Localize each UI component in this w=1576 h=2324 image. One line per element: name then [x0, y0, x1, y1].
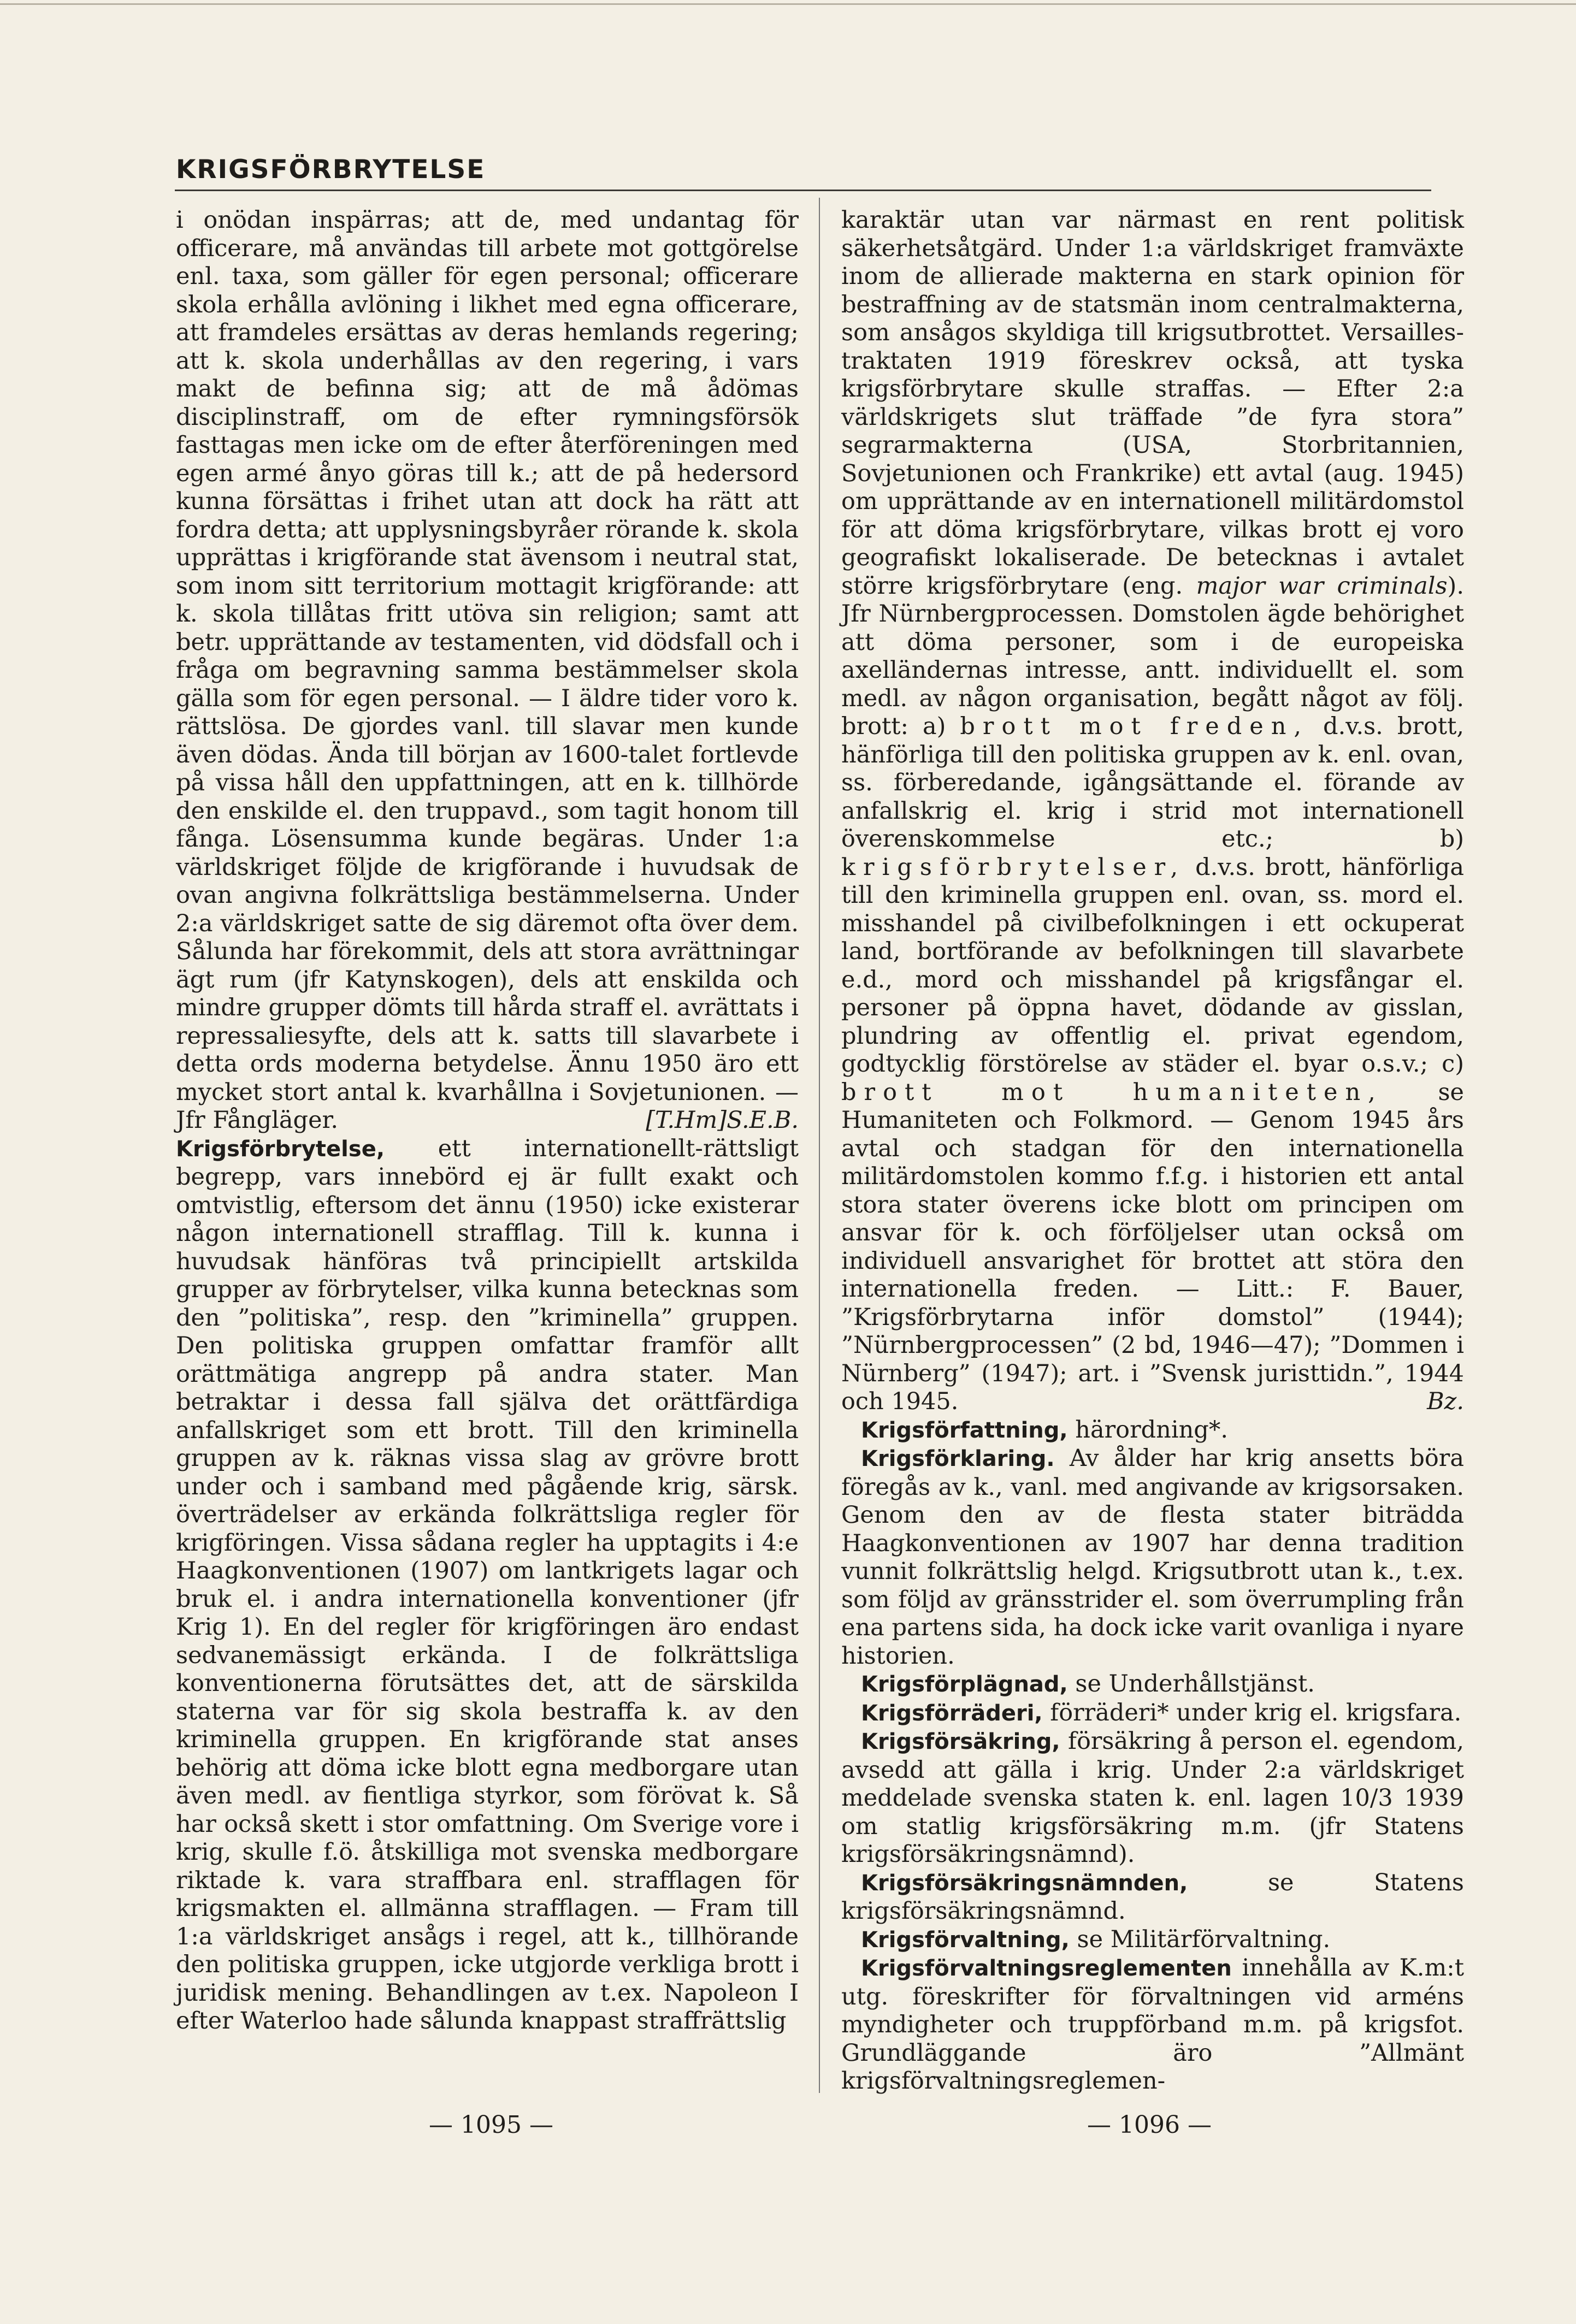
entry-headword: Krigsförvaltning, [861, 1927, 1070, 1953]
entry-krigsforsakringsnamnden [841, 1869, 1464, 1926]
left-column [176, 206, 799, 2036]
entry-krigsforvaltning [841, 1926, 1464, 1955]
entry-headword: Krigsförbrytelse, [176, 1136, 385, 1162]
top-edge-line [0, 3, 1576, 5]
paragraph-text: se Underhållstjänst. [1067, 1670, 1315, 1698]
entry-krigsforplagnad [841, 1670, 1464, 1699]
page-number-right: — 1096 — [1087, 2111, 1212, 2139]
entry-headword: Krigsförräderi, [861, 1700, 1043, 1726]
paragraph-text: karaktär utan var närmast en rent politisk säkerhetsåtgärd. Under 1:a världskriget framväxte inom de allierade makterna en stark opinion för bestraffning av de statsmän inom centralmakterna, som ansågos skyldiga till krigsutbrottet. Versailles-traktaten 1919 föreskrev också, att tyska krigsförbrytare skulle straffas. — Efter 2:a världskrigets slut träffade ”de fyra stora” segrarmakterna (USA, Storbritannien, Sovjetunionen och Frankrike) ett avtal (aug. 1945) om upprättande av en internationell militärdomstol för att döma krigsförbrytare, vilkas brott ej voro geografiskt lokaliserade. De betecknas i avtalet större krigsförbrytare (eng. [841, 206, 1464, 600]
paragraph-text: härordning*. [1067, 1416, 1228, 1444]
paragraph-text: innehålla av K.m:t utg. föreskrifter för förvaltningen vid arméns myndigheter och truppförband m.m. på krigsfot. Grundläggande äro ”Allmänt krigsförvaltningsreglemen- [841, 1954, 1464, 2095]
author-signature: Bz. [1427, 1388, 1464, 1415]
header-rule [175, 190, 1431, 191]
spaced-term: krigsförbrytelser, [841, 853, 1186, 881]
page-number-left: — 1095 — [429, 2111, 553, 2139]
entry-headword: Krigsförklaring. [861, 1446, 1055, 1471]
paragraph-text: ett internationellt-rättsligt begrepp, vars innebörd ej är fullt exakt och omtvistlig, eftersom det ännu (1950) icke existerar någon internationell strafflag. Till k. kunna i huvudsak hänföras två principiellt artskilda grupper av förbrytelser, vilka kunna betecknas som den ”politiska”, resp. den ”kriminella” gruppen. Den politiska gruppen omfattar framför allt orättmätiga angrepp på andra stater. Man betraktar i dessa fall själva det orättfärdiga anfallskriget som ett brott. Till den kriminella gruppen av k. räknas vissa slag av grövre brott under och i samband med pågående krig, särsk. överträdelser av erkända folkrättsliga regler för krigföringen. Vissa sådana regler ha upptagits i 4:e Haagkonventionen (1907) om lantkrigets lagar och bruk el. i andra internationella konventioner (jfr Krig 1). En del regler för krigföringen äro endast sedvanemässigt erkända. I de folkrättsliga konventionerna förutsättes det, att de särskilda staterna var för sig skola bestraffa k. av den kriminella gruppen. En krigförande stat anses behörig att döma icke blott egna medborgare utan även medl. av fientliga styrkor, som förövat k. Så har också skett i stor omfattning. Om Sverige vore i krig, skulle f.ö. åtskilliga mot svenska medborgare riktade k. vara straffbara enl. strafflagen för krigsmakten el. allmänna strafflagen. — Fram till 1:a världskriget ansågs i regel, att k., tillhörande den politiska gruppen, icke utgjorde verkliga brott i juridisk mening. Behandlingen av t.ex. Napoleon I efter Waterloo hade sålunda knappast straffrättslig [176, 1134, 799, 2035]
paragraph-text: i onödan inspärras; att de, med undantag för officerare, må användas till arbete mot gottgörelse enl. taxa, som gäller för egen personal; officerare skola erhålla avlöning i likhet med egna officerare, att framdeles ersättas av deras hemlands regering; att k. skola underhållas av den regering, i vars makt de befinna sig; att de må ådömas disciplinstraff, om de efter rymningsförsök fasttagas men icke om de efter återföreningen med egen armé ånyo göras till k.; att de på hedersord kunna försättas i frihet utan att dock ha rätt att fordra detta; att upplysningsbyråer rörande k. skola upprättas i krigförande stat ävensom i neutral stat, som inom sitt territorium mottagit krigförande: att k. skola tillåtas fritt utöva sin religion; samt att betr. upprättande av testamenten, vid dödsfall och i fråga om begravning samma bestämmelser skola gälla som för egen personal. — I äldre tider voro k. rättslösa. De gjordes vanl. till slavar men kunde även dödas. Ända till början av 1600-talet fortlevde på vissa håll den uppfattningen, att en k. tillhörde den enskilde el. den truppavd., som tagit honom till fånga. Lösensumma kunde begäras. Under 1:a världskriget följde de krigförande i huvudsak de ovan angivna folkrättsliga bestämmelserna. Under 2:a världskriget satte de sig däremot ofta över dem. Sålunda har förekommit, dels att stora avrättningar ägt rum (jfr Katynskogen), dels att enskilda och mindre grupper dömts till hårda straff el. avrättats i repressaliesyfte, dels att k. satts till slavarbete i detta ords moderna betydelse. Ännu 1950 äro ett mycket stort antal k. kvarhållna i Sovjetunionen. — Jfr Fångläger. [176, 206, 799, 1134]
entry-krigsforfattning [841, 1416, 1464, 1445]
column-divider [819, 198, 820, 2093]
entry-krigsforklaring [841, 1445, 1464, 1670]
entry-krigsforsakring [841, 1728, 1464, 1869]
author-signature: [T.Hm]S.E.B. [646, 1107, 799, 1134]
paragraph-text: se Statens krigsförsäkringsnämnd. [841, 1868, 1464, 1925]
entry-krigsforvaltningsreglementen [841, 1954, 1464, 2096]
paragraph-text: försäkring å person el. egendom, avsedd att gälla i krig. Under 2:a världskriget meddelade svenska staten k. enl. lagen 10/3 1939 om statlig krigsförsäkring m.m. (jfr Statens krigsförsäkringsnämnd). [841, 1728, 1464, 1868]
entry-headword: Krigsförplägnad, [861, 1672, 1068, 1697]
entry-headword: Krigsförfattning, [861, 1417, 1068, 1443]
paragraph-text: d.v.s. brott, hänförliga till den politiska gruppen av k. enl. ovan, ss. förberedande, igångsättande el. förande av anfallskrig el. krig i strid mot internationell överenskommelse etc.; b) [841, 713, 1465, 853]
spaced-term: brott mot freden, [960, 713, 1309, 740]
spaced-term: brott mot humaniteten, [841, 1078, 1383, 1106]
entry-headword: Krigsförsäkringsnämnden, [861, 1870, 1188, 1896]
paragraph-text: Av ålder har krig ansetts böra föregås av k., vanl. med angivande av krigsorsaken. Genom den av de flesta stater biträdda Haagkonventionen av 1907 har denna tradition vunnit folkrättslig helgd. Krigsutbrott utan k., t.ex. som följd av gränsstrider el. som överrumpling från ena partens sida, ha dock icke varit ovanliga i nyare historien. [841, 1445, 1464, 1670]
entry-krigsforraderi [841, 1699, 1464, 1728]
italic-term: major war criminals [1196, 572, 1448, 600]
entry-krigsfangar-continued [176, 206, 799, 1135]
paragraph-text: d.v.s. brott, hänförliga till den kriminella gruppen enl. ovan, ss. mord el. misshandel på civilbefolkningen i ett ockuperat land, bortförande av befolkningen till slavarbete e.d., mord och misshandel på krigsfångar el. personer på öppna havet, dödande av gisslan, plundring av offentlig el. privat egendom, godtycklig förstörelse av städer el. byar o.s.v.; c) [841, 853, 1464, 1078]
paragraph-text: ). Jfr Nürnbergprocessen. Domstolen ägde behörighet att döma personer, som i de europeiska axelländernas intresse, antt. individuellt el. som medl. av någon organisation, begått något av följ. brott: a) [841, 572, 1464, 740]
entry-krigsforbrytelse [176, 1135, 799, 2036]
entry-headword: Krigsförvaltningsreglementen [861, 1956, 1232, 1981]
running-header: KRIGSFÖRBRYTELSE [176, 155, 486, 185]
paragraph-text: förräderi* under krig el. krigsfara. [1042, 1699, 1462, 1726]
entry-headword: Krigsförsäkring, [861, 1729, 1060, 1754]
paragraph-text: se Militärförvaltning. [1069, 1925, 1331, 1953]
entry-krigsforbrytelse-continued [841, 206, 1464, 1416]
paragraph-text: se Humaniteten och Folkmord. — Genom 1945 års avtal och stadgan för den internationella militärdomstolen kommo f.f.g. i historien ett antal stora stater överens icke blott om principen om ansvar för k. och förföljelser utan också om individuell ansvarighet för brottet att störa den internationella freden. — Litt.: F. Bauer, ”Krigsförbrytarna inför domstol” (1944); ”Nürnbergprocessen” (2 bd, 1946—47); ”Dommen i Nürnberg” (1947); art. i ”Svensk juristtidn.”, 1944 och 1945. [841, 1078, 1464, 1415]
right-column [841, 206, 1464, 2096]
